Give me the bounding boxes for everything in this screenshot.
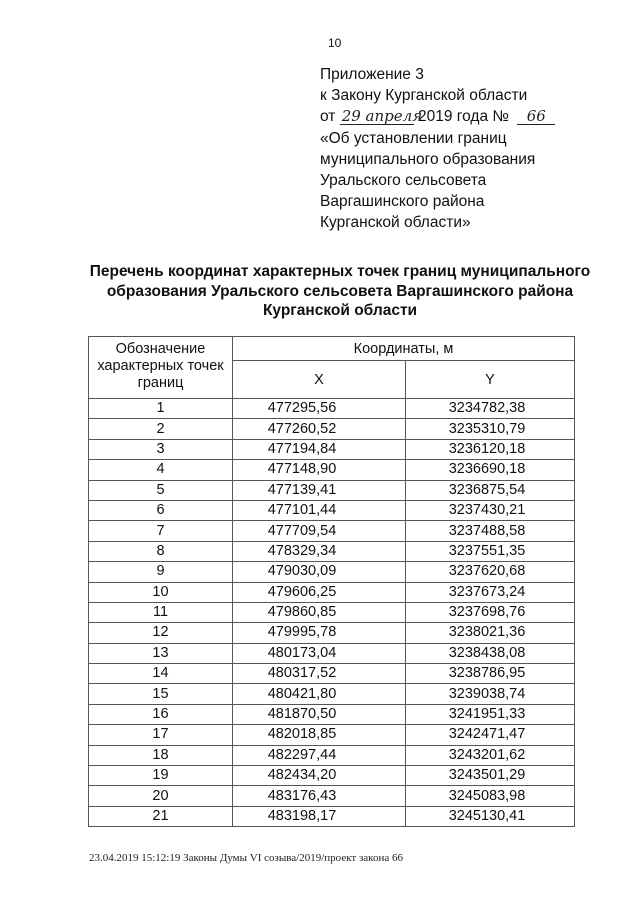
x-coordinate-cell: 479606,25 [233,582,406,602]
appendix-law-title-2: муниципального образования [320,150,536,168]
y-coordinate-cell: 3237698,76 [406,602,575,622]
x-coordinate-cell: 480421,80 [233,684,406,704]
y-coordinate-cell: 3243501,29 [406,766,575,786]
coordinates-table [88,336,575,827]
table-row [89,786,575,806]
table-row [89,541,575,561]
table-row [89,643,575,663]
y-coordinate-cell: 3239038,74 [406,684,575,704]
x-coordinate-cell: 477101,44 [233,500,406,520]
appendix-law-title-3: Уральского сельсовета [320,172,487,190]
point-number-cell: 12 [89,623,233,643]
x-coordinate-cell: 478329,34 [233,541,406,561]
y-coordinate-cell: 3236875,54 [406,480,575,500]
point-number-cell: 6 [89,500,233,520]
x-coordinate-cell: 480173,04 [233,643,406,663]
x-coordinate-cell: 477194,84 [233,439,406,459]
point-number-cell: 14 [89,664,233,684]
x-coordinate-cell: 480317,52 [233,664,406,684]
header-x: X [233,361,406,399]
appendix-law-ref: к Закону Курганской области [320,87,528,105]
x-coordinate-cell: 477295,56 [233,399,406,419]
appendix-block [320,64,555,234]
point-number-cell: 15 [89,684,233,704]
y-coordinate-cell: 3237551,35 [406,541,575,561]
appendix-law-title-5: Курганской области» [320,214,471,232]
y-coordinate-cell: 3242471,47 [406,725,575,745]
x-coordinate-cell: 477148,90 [233,460,406,480]
point-number-cell: 10 [89,582,233,602]
x-coordinate-cell: 477139,41 [233,480,406,500]
y-coordinate-cell: 3234782,38 [406,399,575,419]
appendix-date-line [320,106,555,127]
point-number-cell: 20 [89,786,233,806]
appendix-law-title-4: Варгашинского района [320,193,485,211]
footer-stamp: 23.04.2019 15:12:19 Законы Думы VI созыва/2019/проект закона 66 [89,852,403,864]
x-coordinate-cell: 481870,50 [233,704,406,724]
table-row [89,521,575,541]
point-number-cell: 18 [89,745,233,765]
point-number-cell: 7 [89,521,233,541]
table-row [89,582,575,602]
point-number-cell: 21 [89,806,233,826]
x-coordinate-cell: 482297,44 [233,745,406,765]
table-row [89,500,575,520]
appendix-title: Приложение 3 [320,66,424,83]
x-coordinate-cell: 479030,09 [233,562,406,582]
point-number-cell: 3 [89,439,233,459]
table-row [89,745,575,765]
y-coordinate-cell: 3238786,95 [406,664,575,684]
x-coordinate-cell: 483198,17 [233,806,406,826]
point-number-cell: 4 [89,460,233,480]
y-coordinate-cell: 3237673,24 [406,582,575,602]
y-coordinate-cell: 3235310,79 [406,419,575,439]
table-row [89,602,575,622]
y-coordinate-cell: 3241951,33 [406,704,575,724]
point-number-cell: 13 [89,643,233,663]
point-number-cell: 11 [89,602,233,622]
y-coordinate-cell: 3237488,58 [406,521,575,541]
x-coordinate-cell: 482018,85 [233,725,406,745]
x-coordinate-cell: 479860,85 [233,602,406,622]
y-coordinate-cell: 3236120,18 [406,439,575,459]
point-number-cell: 17 [89,725,233,745]
table-row [89,399,575,419]
point-number-cell: 1 [89,399,233,419]
x-coordinate-cell: 483176,43 [233,786,406,806]
x-coordinate-cell: 477260,52 [233,419,406,439]
table-row [89,806,575,826]
header-coordinates: Координаты, м [233,337,575,361]
table-row [89,460,575,480]
table-row [89,439,575,459]
y-coordinate-cell: 3238438,08 [406,643,575,663]
handwritten-number: 66 [517,109,555,125]
point-number-cell: 16 [89,704,233,724]
x-coordinate-cell: 482434,20 [233,766,406,786]
table-row [89,766,575,786]
y-coordinate-cell: 3236690,18 [406,460,575,480]
table-row [89,562,575,582]
table-row [89,704,575,724]
document-title: Перечень координат характерных точек границ муниципального образования Уральского сельсовета Варгашинского района Курганской области [89,263,591,319]
date-prefix: от [320,108,336,126]
x-coordinate-cell: 479995,78 [233,623,406,643]
point-number-cell: 8 [89,541,233,561]
header-y: Y [406,361,575,399]
y-coordinate-cell: 3243201,62 [406,745,575,765]
table-row [89,623,575,643]
y-coordinate-cell: 3238021,36 [406,623,575,643]
table-row [89,419,575,439]
page-number: 10 [328,36,342,50]
date-year: 2019 года № [418,108,509,126]
table-row [89,725,575,745]
y-coordinate-cell: 3237430,21 [406,500,575,520]
table-row [89,664,575,684]
table-row [89,480,575,500]
header-point-label: Обозначение характерных точек границ [89,337,233,399]
y-coordinate-cell: 3245130,41 [406,806,575,826]
point-number-cell: 9 [89,562,233,582]
appendix-law-title-1: «Об установлении границ [320,129,507,147]
handwritten-date: 29 апреля [341,107,423,126]
point-number-cell: 2 [89,419,233,439]
y-coordinate-cell: 3245083,98 [406,786,575,806]
point-number-cell: 5 [89,480,233,500]
table-row [89,684,575,704]
point-number-cell: 19 [89,766,233,786]
y-coordinate-cell: 3237620,68 [406,562,575,582]
x-coordinate-cell: 477709,54 [233,521,406,541]
